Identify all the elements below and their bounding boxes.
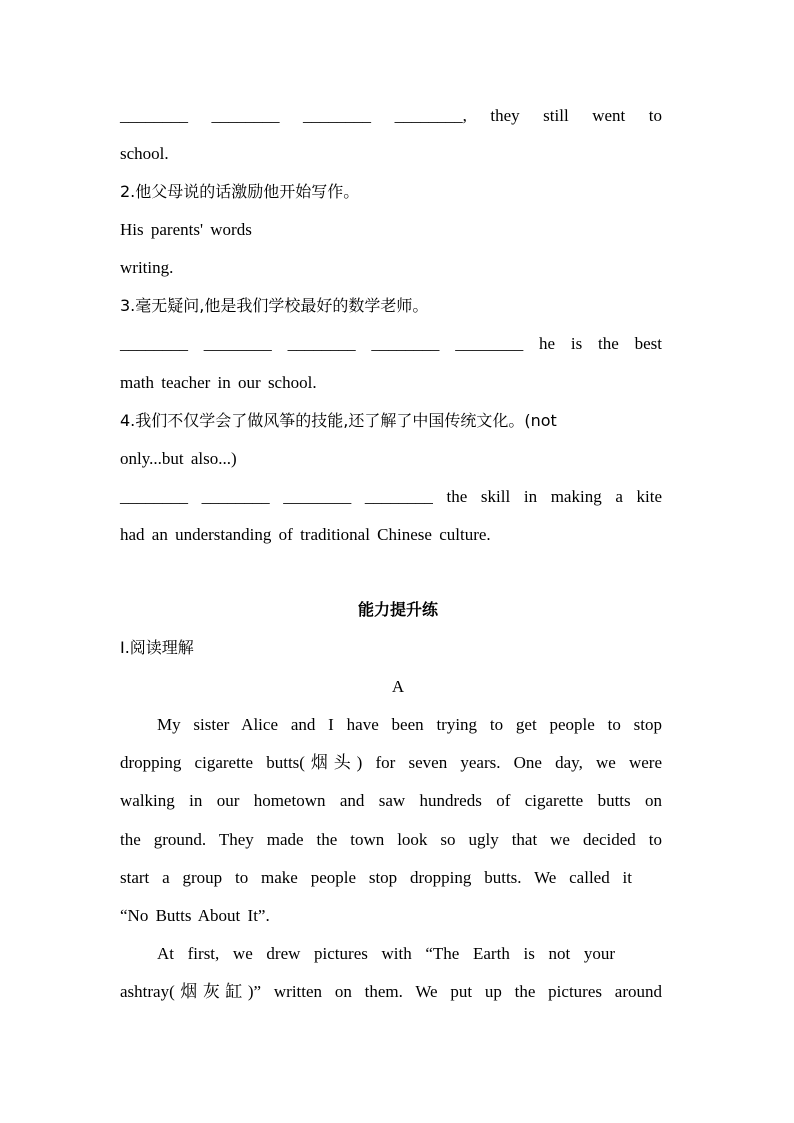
q1-answer-continuation: school. bbox=[120, 144, 169, 163]
q4-prompt-line1: 4.我们不仅学会了做风筝的技能,还了解了中国传统文化。(not bbox=[120, 411, 557, 430]
section-title: 能力提升练 bbox=[357, 600, 438, 619]
q2-answer-continuation: writing. bbox=[120, 258, 174, 277]
q1-answer-line: ________ ________ ________ ________, they still went to bbox=[120, 106, 662, 125]
q3-answer-continuation: math teacher in our school. bbox=[120, 373, 317, 392]
passage-letter: A bbox=[391, 677, 405, 696]
q3-prompt: 3.毫无疑问,他是我们学校最好的数学老师。 bbox=[120, 296, 429, 315]
q2-prompt: 2.他父母说的话激励他开始写作。 bbox=[120, 182, 360, 201]
passage-line: My sister Alice and I have been trying to get people to stop bbox=[157, 715, 662, 734]
passage-line: dropping cigarette butts(烟头) for seven years. One day, we were bbox=[120, 753, 662, 772]
q4-answer-continuation: had an understanding of traditional Chinese culture. bbox=[120, 525, 491, 544]
q3-answer-line: ________ ________ ________ ________ ________ he is the best bbox=[120, 334, 662, 353]
q4-answer-line: ________ ________ ________ ________ the skill in making a kite bbox=[120, 487, 662, 506]
passage-line: At first, we drew pictures with “The Earth is not your bbox=[157, 944, 615, 963]
section-subtitle: Ⅰ.阅读理解 bbox=[120, 638, 194, 657]
passage-line: “No Butts About It”. bbox=[120, 906, 270, 925]
passage-line: the ground. They made the town look so ugly that we decided to bbox=[120, 830, 662, 849]
q4-prompt-line2: only...but also...) bbox=[120, 449, 237, 468]
passage-line: start a group to make people stop dropping butts. We called it bbox=[120, 868, 632, 887]
q2-answer-line: His parents' words bbox=[120, 220, 252, 239]
passage-line: walking in our hometown and saw hundreds of cigarette butts on bbox=[120, 791, 662, 810]
passage-line: ashtray(烟灰缸)” written on them. We put up the pictures around bbox=[120, 982, 662, 1001]
